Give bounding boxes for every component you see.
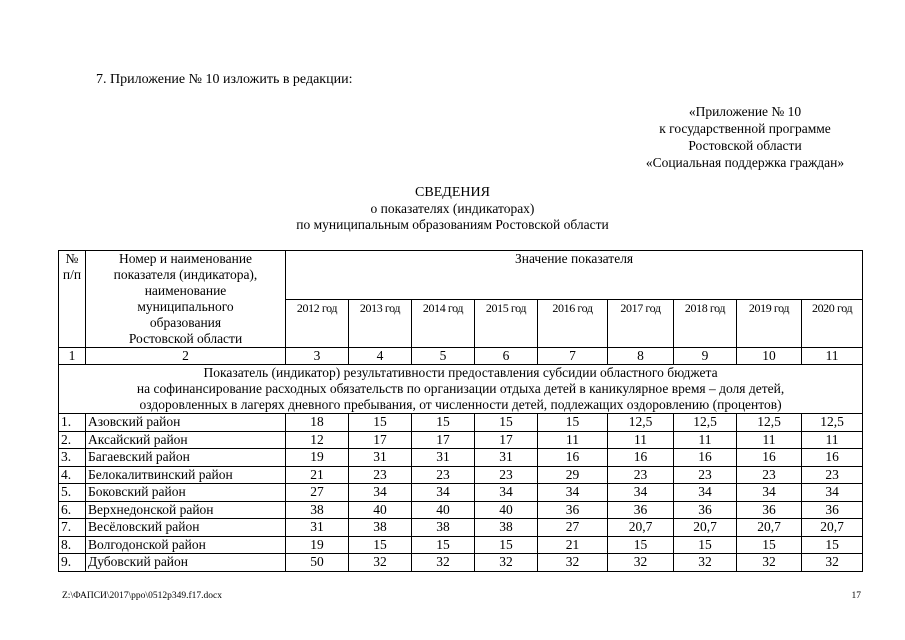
indicator-value: 12 [286, 431, 349, 449]
year-header: 2013 год [349, 299, 412, 348]
indicator-value: 23 [412, 466, 475, 484]
heading-line-3: по муниципальным образованиям Ростовской области [296, 217, 609, 232]
table-row [59, 519, 863, 537]
indicator-value: 16 [802, 449, 863, 467]
indicator-value: 17 [475, 431, 538, 449]
district-name: Волгодонской район [86, 536, 286, 554]
district-name: Багаевский район [86, 449, 286, 467]
indicator-table [58, 250, 863, 572]
indicator-value: 40 [475, 501, 538, 519]
row-number: 2. [59, 431, 86, 449]
column-number: 5 [412, 348, 475, 365]
indicator-value: 40 [349, 501, 412, 519]
indicator-value: 31 [349, 449, 412, 467]
year-header: 2019 год [737, 299, 802, 348]
indicator-value: 16 [538, 449, 608, 467]
indicator-value: 34 [737, 484, 802, 502]
indicator-value: 31 [412, 449, 475, 467]
table-row [59, 466, 863, 484]
indicator-value: 32 [737, 554, 802, 572]
indicator-value: 29 [538, 466, 608, 484]
indicator-value: 20,7 [737, 519, 802, 537]
indicator-value: 19 [286, 449, 349, 467]
year-header: 2018 год [674, 299, 737, 348]
table-row [59, 414, 863, 432]
indicator-value: 12,5 [737, 414, 802, 432]
column-number: 1 [59, 348, 86, 365]
indicator-value: 32 [674, 554, 737, 572]
indicator-line-2: на софинансирование расходных обязательств по организации отдыха детей в каникулярное время – доля детей, [136, 381, 785, 396]
indicator-value: 23 [475, 466, 538, 484]
annex-line-2: к государственной программе [659, 121, 831, 136]
header-name-line-4: муниципального [137, 299, 234, 314]
indicator-value: 19 [286, 536, 349, 554]
indicator-value: 36 [802, 501, 863, 519]
column-number: 11 [802, 348, 863, 365]
indicator-value: 23 [802, 466, 863, 484]
indicator-value: 32 [349, 554, 412, 572]
column-number: 10 [737, 348, 802, 365]
indicator-line-3: оздоровленных в лагерях дневного пребывания, от численности детей, подлежащих оздоровлению (процентов) [139, 397, 782, 412]
year-header: 2012 год [286, 299, 349, 348]
indicator-value: 23 [349, 466, 412, 484]
heading-title: СВЕДЕНИЯ [415, 185, 490, 200]
row-number: 7. [59, 519, 86, 537]
indicator-value: 21 [538, 536, 608, 554]
table-body [59, 414, 863, 572]
indicator-value: 15 [737, 536, 802, 554]
indicator-value: 18 [286, 414, 349, 432]
intro-line: 7. Приложение № 10 изложить в редакции: [96, 72, 353, 87]
indicator-value: 36 [737, 501, 802, 519]
column-number: 8 [608, 348, 674, 365]
header-name-line-1: Номер и наименование [118, 251, 253, 266]
column-number: 9 [674, 348, 737, 365]
table-row [59, 431, 863, 449]
indicator-value: 32 [538, 554, 608, 572]
district-name: Аксайский район [86, 431, 286, 449]
indicator-value: 31 [286, 519, 349, 537]
indicator-value: 15 [475, 414, 538, 432]
indicator-value: 38 [286, 501, 349, 519]
indicator-value: 17 [412, 431, 475, 449]
indicator-value: 36 [608, 501, 674, 519]
footer-file-path: Z:\ФАПСИ\2017\ppo\0512p349.f17.docx [62, 591, 222, 601]
annex-line-1: «Приложение № 10 [688, 104, 802, 119]
indicator-value: 15 [802, 536, 863, 554]
indicator-value: 36 [674, 501, 737, 519]
row-number: 8. [59, 536, 86, 554]
annex-line-4: «Социальная поддержка граждан» [645, 155, 845, 170]
indicator-value: 20,7 [674, 519, 737, 537]
district-name: Весёловский район [86, 519, 286, 537]
indicator-value: 27 [286, 484, 349, 502]
indicator-value: 15 [674, 536, 737, 554]
table-row [59, 554, 863, 572]
column-number: 2 [86, 348, 286, 365]
header-name-line-6: Ростовской области [128, 331, 243, 346]
heading-line-2: о показателях (индикаторах) [370, 201, 535, 216]
indicator-value: 34 [412, 484, 475, 502]
annex-line-3: Ростовской области [688, 138, 802, 153]
indicator-value: 32 [608, 554, 674, 572]
indicator-description [59, 365, 863, 414]
indicator-value: 17 [349, 431, 412, 449]
indicator-value: 16 [737, 449, 802, 467]
indicator-value: 34 [674, 484, 737, 502]
indicator-value: 12,5 [674, 414, 737, 432]
indicator-row [59, 365, 863, 414]
header-num-line-2: п/п [62, 267, 82, 282]
indicator-value: 50 [286, 554, 349, 572]
indicator-value: 11 [802, 431, 863, 449]
table-row [59, 484, 863, 502]
row-number: 1. [59, 414, 86, 432]
year-header: 2014 год [412, 299, 475, 348]
indicator-value: 11 [737, 431, 802, 449]
indicator-line-1: Показатель (индикатор) результативности предоставления субсидии областного бюджета [203, 365, 718, 380]
indicator-value: 15 [475, 536, 538, 554]
indicator-value: 11 [674, 431, 737, 449]
table-row [59, 536, 863, 554]
document-heading [0, 185, 905, 233]
indicator-value: 12,5 [802, 414, 863, 432]
indicator-value: 11 [608, 431, 674, 449]
header-name-cell [86, 251, 286, 348]
column-number-row [59, 348, 863, 365]
column-number: 3 [286, 348, 349, 365]
row-number: 5. [59, 484, 86, 502]
indicator-value: 15 [349, 414, 412, 432]
column-number: 4 [349, 348, 412, 365]
indicator-value: 23 [674, 466, 737, 484]
indicator-value: 15 [349, 536, 412, 554]
row-number: 3. [59, 449, 86, 467]
indicator-value: 34 [349, 484, 412, 502]
table-row [59, 501, 863, 519]
indicator-value: 12,5 [608, 414, 674, 432]
indicator-value: 15 [412, 536, 475, 554]
table-row [59, 449, 863, 467]
row-number: 6. [59, 501, 86, 519]
indicator-value: 15 [608, 536, 674, 554]
indicator-value: 34 [538, 484, 608, 502]
header-row-1 [59, 251, 863, 300]
indicator-value: 15 [412, 414, 475, 432]
indicator-value: 34 [802, 484, 863, 502]
header-name-line-3: наименование [144, 283, 227, 298]
header-num-line-1: № [65, 251, 79, 266]
row-number: 9. [59, 554, 86, 572]
value-header: Значение показателя [286, 251, 863, 300]
indicator-value: 16 [674, 449, 737, 467]
year-header: 2016 год [538, 299, 608, 348]
district-name: Белокалитвинский район [86, 466, 286, 484]
annex-caption [630, 103, 860, 171]
district-name: Верхнедонской район [86, 501, 286, 519]
district-name: Боковский район [86, 484, 286, 502]
row-number: 4. [59, 466, 86, 484]
header-name-line-5: образования [149, 315, 222, 330]
indicator-value: 23 [608, 466, 674, 484]
header-num-cell [59, 251, 86, 348]
indicator-value: 20,7 [608, 519, 674, 537]
footer-page-number: 17 [851, 591, 861, 601]
year-header: 2020 год [802, 299, 863, 348]
indicator-value: 34 [608, 484, 674, 502]
year-header: 2017 год [608, 299, 674, 348]
indicator-value: 16 [608, 449, 674, 467]
indicator-value: 38 [475, 519, 538, 537]
indicator-value: 23 [737, 466, 802, 484]
district-name: Дубовский район [86, 554, 286, 572]
indicator-value: 36 [538, 501, 608, 519]
indicator-value: 20,7 [802, 519, 863, 537]
indicator-value: 32 [802, 554, 863, 572]
indicator-value: 27 [538, 519, 608, 537]
indicator-value: 40 [412, 501, 475, 519]
column-number: 6 [475, 348, 538, 365]
indicator-value: 32 [412, 554, 475, 572]
indicator-value: 11 [538, 431, 608, 449]
indicator-value: 34 [475, 484, 538, 502]
year-header: 2015 год [475, 299, 538, 348]
indicator-value: 38 [349, 519, 412, 537]
column-number: 7 [538, 348, 608, 365]
indicator-value: 21 [286, 466, 349, 484]
indicator-value: 31 [475, 449, 538, 467]
indicator-value: 38 [412, 519, 475, 537]
header-name-line-2: показателя (индикатора), [113, 267, 258, 282]
indicator-value: 15 [538, 414, 608, 432]
district-name: Азовский район [86, 414, 286, 432]
indicator-value: 32 [475, 554, 538, 572]
